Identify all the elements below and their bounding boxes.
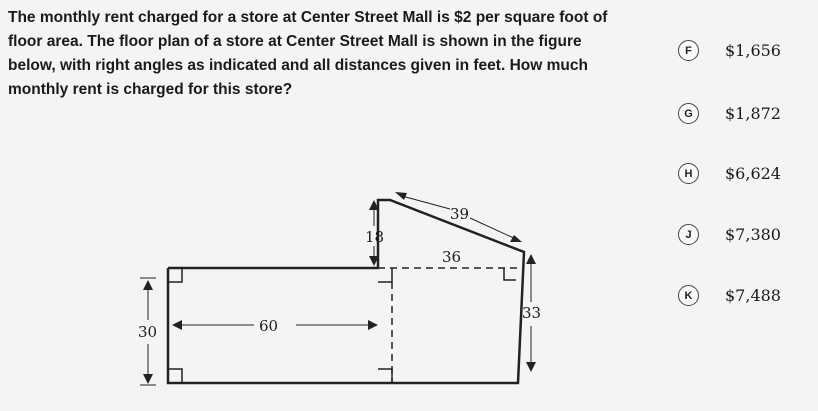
label-width-60: 60 xyxy=(259,317,279,335)
right-angle-marker xyxy=(378,268,392,282)
right-angle-marker xyxy=(168,369,182,383)
question-line-4: monthly rent is charged for this store? xyxy=(8,81,293,98)
question-line-2: floor area. The floor plan of a store at Center Street Mall is shown in the figure xyxy=(8,33,582,50)
choice-k-bubble[interactable]: K xyxy=(678,285,699,306)
arrowhead xyxy=(395,192,407,200)
label-slant-39: 39 xyxy=(450,205,470,223)
label-height-30: 30 xyxy=(138,323,158,341)
arrowhead xyxy=(510,235,522,242)
arrowhead xyxy=(526,254,536,264)
question-line-3: below, with right angles as indicated and all distances given in feet. How much xyxy=(8,57,588,74)
label-height-18: 18 xyxy=(365,228,385,246)
choice-h-bubble[interactable]: H xyxy=(678,163,699,184)
choice-k-value: $7,488 xyxy=(725,286,781,305)
choice-f-bubble[interactable]: F xyxy=(678,40,699,61)
choice-j-bubble[interactable]: J xyxy=(678,224,699,245)
arrowhead xyxy=(368,320,378,330)
choice-g-value: $1,872 xyxy=(725,104,781,123)
right-angle-marker xyxy=(168,268,182,282)
label-width-36: 36 xyxy=(442,248,462,266)
dim-slant-arrow xyxy=(470,218,518,240)
choice-h-value: $6,624 xyxy=(725,164,781,183)
choice-j-value: $7,380 xyxy=(725,225,781,244)
label-height-33: 33 xyxy=(522,304,542,322)
choice-f-value: $1,656 xyxy=(725,41,781,60)
choice-g-bubble[interactable]: G xyxy=(678,103,699,124)
question-line-1: The monthly rent charged for a store at Center Street Mall is $2 per square foot of xyxy=(8,9,608,26)
arrowhead xyxy=(143,280,153,290)
arrowhead xyxy=(143,374,153,384)
right-angle-marker xyxy=(378,369,392,383)
floor-plan-outline xyxy=(168,200,524,383)
right-angle-marker xyxy=(504,268,516,280)
arrowhead xyxy=(172,320,182,330)
arrowhead xyxy=(526,362,536,372)
